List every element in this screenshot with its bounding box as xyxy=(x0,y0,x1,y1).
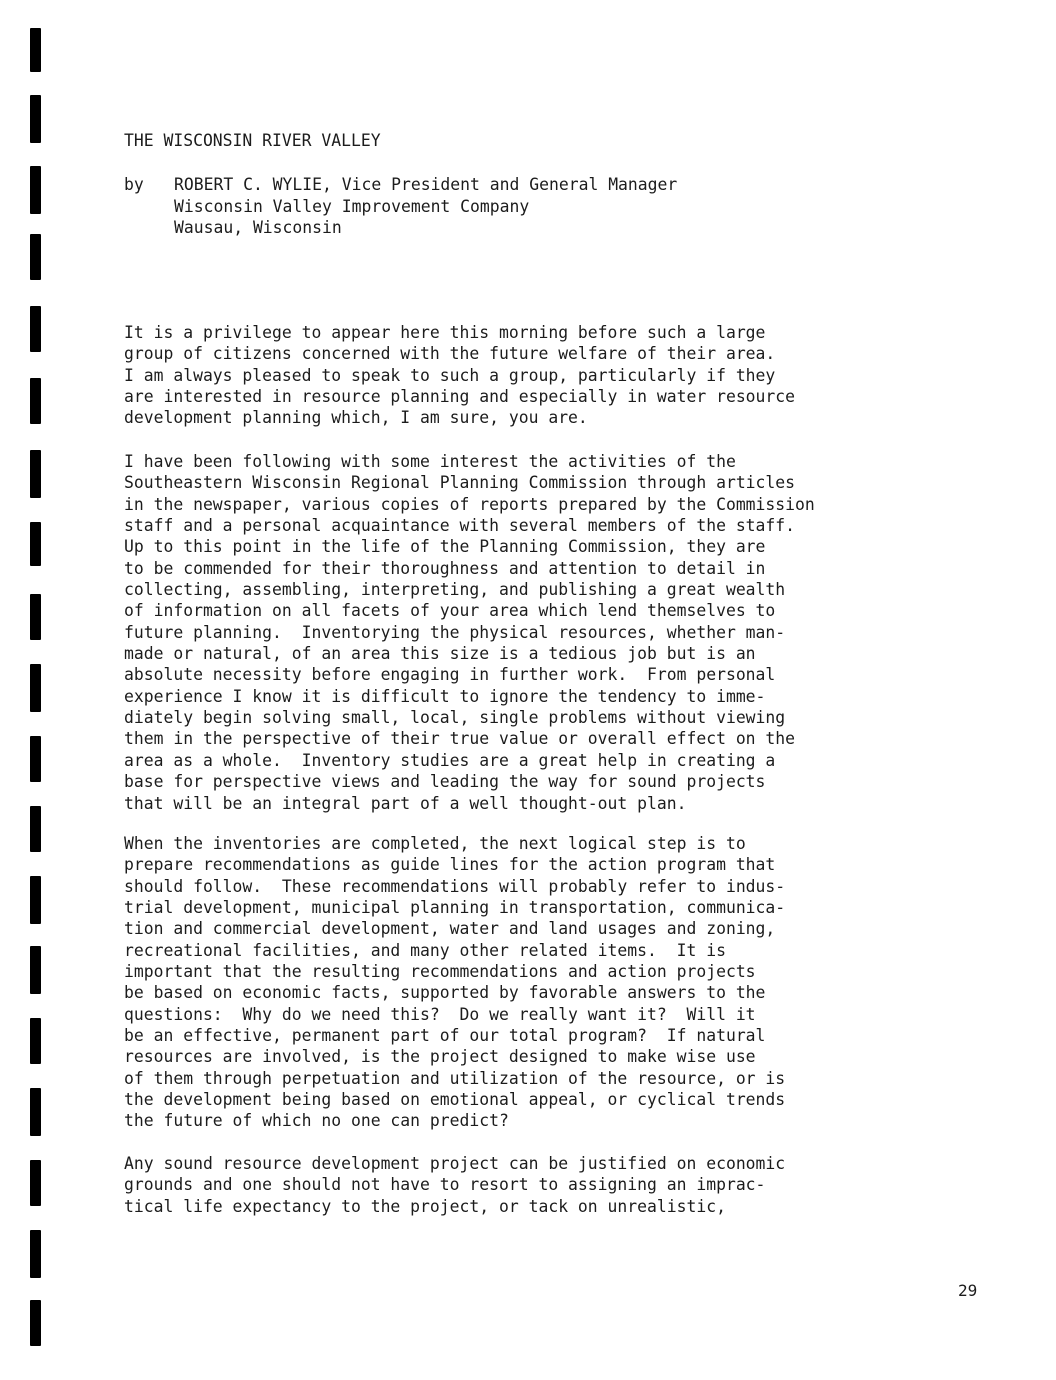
text-line: grounds and one should not have to resort to assigning an imprac- xyxy=(124,1175,766,1195)
binding-tab xyxy=(30,1018,41,1064)
page-number: 29 xyxy=(958,1281,978,1300)
binding-tab xyxy=(30,594,41,640)
byline-location-row xyxy=(124,217,677,239)
binding-tab xyxy=(30,234,41,280)
text-line: in the newspaper, various copies of reports prepared by the Commission xyxy=(124,494,815,514)
text-line: future planning. Inventorying the physical resources, whether man- xyxy=(124,622,786,642)
text-line: staff and a personal acquaintance with several members of the staff. xyxy=(124,516,796,536)
text-line: experience I know it is difficult to ignore the tendency to imme- xyxy=(124,686,766,706)
byline-organization: Wisconsin Valley Improvement Company xyxy=(174,196,530,216)
binding-tab xyxy=(30,1088,41,1136)
binding-tab xyxy=(30,95,41,143)
text-line: base for perspective views and leading the way for sound projects xyxy=(124,772,766,792)
text-line: of information on all facets of your area which lend themselves to xyxy=(124,601,776,621)
text-line: to be commended for their thoroughness and attention to detail in xyxy=(124,558,766,578)
text-line: should follow. These recommendations will probably refer to indus- xyxy=(124,876,786,896)
text-line: that will be an integral part of a well thought-out plan. xyxy=(124,793,687,813)
text-line: collecting, assembling, interpreting, and publishing a great wealth xyxy=(124,580,786,600)
binding-tab xyxy=(30,876,41,924)
text-line: absolute necessity before engaging in further work. From personal xyxy=(124,665,776,685)
binding-tab xyxy=(30,28,41,72)
paragraph-2 xyxy=(124,451,815,814)
byline xyxy=(124,174,677,239)
text-line: important that the resulting recommendations and action projects xyxy=(124,962,756,982)
text-line: be an effective, permanent part of our total program? If natural xyxy=(124,1026,766,1046)
text-line: recreational facilities, and many other related items. It is xyxy=(124,940,726,960)
binding-strip xyxy=(0,0,60,1380)
paragraph-4 xyxy=(124,1153,785,1217)
text-line: development planning which, I am sure, you are. xyxy=(124,408,588,428)
binding-tab xyxy=(30,664,41,712)
binding-tab xyxy=(30,1160,41,1206)
text-line: are interested in resource planning and especially in water resource xyxy=(124,387,796,407)
byline-prefix: by xyxy=(124,175,144,194)
text-line: tion and commercial development, water and land usages and zoning, xyxy=(124,919,776,939)
text-line: I have been following with some interest the activities of the xyxy=(124,452,736,471)
text-line: prepare recommendations as guide lines for the action program that xyxy=(124,855,776,875)
text-line: tical life expectancy to the project, or tack on unrealistic, xyxy=(124,1196,726,1216)
byline-organization-row xyxy=(124,196,677,218)
binding-tab xyxy=(30,450,41,498)
text-line: resources are involved, is the project designed to make wise use xyxy=(124,1047,756,1067)
text-line: made or natural, of an area this size is a tedious job but is an xyxy=(124,644,756,664)
binding-tab xyxy=(30,736,41,782)
binding-tab xyxy=(30,1230,41,1278)
text-line: When the inventories are completed, the next logical step is to xyxy=(124,834,746,853)
byline-author: ROBERT C. WYLIE, Vice President and General Manager xyxy=(174,175,678,194)
binding-tab xyxy=(30,166,41,214)
text-line: be based on economic facts, supported by favorable answers to the xyxy=(124,983,766,1003)
text-line: questions: Why do we need this? Do we really want it? Will it xyxy=(124,1004,756,1024)
binding-tab xyxy=(30,946,41,994)
byline-location: Wausau, Wisconsin xyxy=(174,218,342,237)
text-line: area as a whole. Inventory studies are a great help in creating a xyxy=(124,750,776,770)
byline-author-row xyxy=(124,174,677,196)
text-line: Any sound resource development project can be justified on economic xyxy=(124,1154,786,1173)
document-title: THE WISCONSIN RIVER VALLEY xyxy=(124,131,381,150)
text-line: of them through perpetuation and utilization of the resource, or is xyxy=(124,1068,786,1088)
text-line: It is a privilege to appear here this morning before such a large xyxy=(124,323,766,342)
text-line: I am always pleased to speak to such a group, particularly if they xyxy=(124,365,776,385)
binding-tab xyxy=(30,806,41,852)
text-line: Southeastern Wisconsin Regional Planning Commission through articles xyxy=(124,473,796,493)
text-line: group of citizens concerned with the future welfare of their area. xyxy=(124,344,776,364)
binding-tab xyxy=(30,522,41,566)
text-line: diately begin solving small, local, single problems without viewing xyxy=(124,708,786,728)
text-line: Up to this point in the life of the Planning Commission, they are xyxy=(124,537,766,557)
paragraph-1 xyxy=(124,322,795,429)
binding-tab xyxy=(30,1300,41,1346)
text-line: them in the perspective of their true value or overall effect on the xyxy=(124,729,796,749)
binding-tab xyxy=(30,306,41,352)
binding-tab xyxy=(30,378,41,424)
text-line: trial development, municipal planning in transportation, communica- xyxy=(124,898,786,918)
paragraph-3 xyxy=(124,833,785,1132)
text-line: the future of which no one can predict? xyxy=(124,1111,509,1131)
text-line: the development being based on emotional appeal, or cyclical trends xyxy=(124,1090,786,1110)
